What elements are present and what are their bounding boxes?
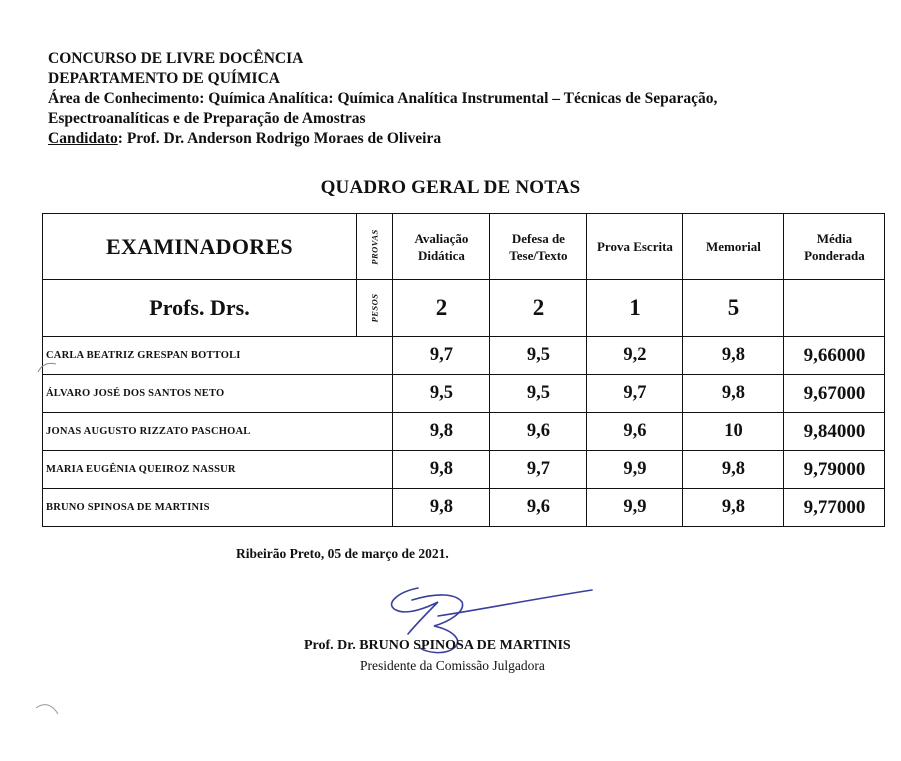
knowledge-area-line2: Espectroanalíticas e de Preparação de Amostras — [48, 110, 366, 127]
score-media: 9,79000 — [784, 451, 885, 489]
score-memorial: 9,8 — [683, 375, 784, 413]
score-defesa: 9,7 — [490, 451, 587, 489]
stray-mark-icon — [36, 360, 58, 376]
examiner-name: ÁLVARO JOSÉ DOS SANTOS NETO — [43, 375, 393, 413]
score-avaliacao: 9,8 — [393, 413, 490, 451]
examiner-name: MARIA EUGÊNIA QUEIROZ NASSUR — [43, 451, 393, 489]
score-avaliacao: 9,5 — [393, 375, 490, 413]
header-row — [43, 214, 885, 280]
score-media: 9,67000 — [784, 375, 885, 413]
weight-prova: 1 — [587, 280, 683, 337]
score-media: 9,66000 — [784, 337, 885, 375]
col-avaliacao-didatica: Avaliação Didática — [393, 214, 490, 280]
col-prova-escrita: Prova Escrita — [587, 214, 683, 280]
grades-table — [42, 213, 885, 527]
score-defesa: 9,6 — [490, 489, 587, 527]
score-memorial: 9,8 — [683, 337, 784, 375]
table-row — [43, 413, 885, 451]
profs-label: Profs. Drs. — [43, 280, 357, 337]
score-prova: 9,9 — [587, 451, 683, 489]
date-location: Ribeirão Preto, 05 de março de 2021. — [236, 546, 449, 561]
score-defesa: 9,5 — [490, 375, 587, 413]
col-defesa-tese: Defesa de Tese/Texto — [490, 214, 587, 280]
signer-name: Prof. Dr. BRUNO SPINOSA DE MARTINIS — [304, 638, 571, 653]
score-prova: 9,7 — [587, 375, 683, 413]
score-memorial: 9,8 — [683, 489, 784, 527]
weight-media-empty — [784, 280, 885, 337]
col-media-ponderada: Média Ponderada — [784, 214, 885, 280]
table-row — [43, 451, 885, 489]
table-row — [43, 375, 885, 413]
candidate-line — [48, 129, 717, 149]
table-row — [43, 489, 885, 527]
candidate-separator: : — [117, 130, 127, 147]
score-prova: 9,9 — [587, 489, 683, 527]
examiners-header: EXAMINADORES — [43, 214, 357, 280]
table-row — [43, 337, 885, 375]
score-memorial: 9,8 — [683, 451, 784, 489]
weight-defesa: 2 — [490, 280, 587, 337]
score-media: 9,84000 — [784, 413, 885, 451]
examiner-name: JONAS AUGUSTO RIZZATO PASCHOAL — [43, 413, 393, 451]
knowledge-area-line1: Área de Conhecimento: Química Analítica: Química Analítica Instrumental – Técnicas de Separação, — [48, 90, 718, 107]
score-defesa: 9,5 — [490, 337, 587, 375]
examiner-name: BRUNO SPINOSA DE MARTINIS — [43, 489, 393, 527]
department-name: DEPARTAMENTO DE QUÍMICA — [48, 70, 280, 87]
col-memorial: Memorial — [683, 214, 784, 280]
candidate-name: Prof. Dr. Anderson Rodrigo Moraes de Oliveira — [126, 130, 442, 147]
score-defesa: 9,6 — [490, 413, 587, 451]
weight-avaliacao: 2 — [393, 280, 490, 337]
score-prova: 9,6 — [587, 413, 683, 451]
document-header — [48, 49, 717, 149]
score-avaliacao: 9,8 — [393, 451, 490, 489]
score-avaliacao: 9,8 — [393, 489, 490, 527]
stray-mark-icon — [34, 700, 60, 720]
weights-row — [43, 280, 885, 337]
provas-label: PROVAS — [357, 214, 393, 280]
weight-memorial: 5 — [683, 280, 784, 337]
examiner-name: CARLA BEATRIZ GRESPAN BOTTOLI — [43, 337, 393, 375]
score-memorial: 10 — [683, 413, 784, 451]
candidate-label: Candidato — [48, 130, 118, 147]
score-avaliacao: 9,7 — [393, 337, 490, 375]
pesos-label: PESOS — [357, 280, 393, 337]
contest-title: CONCURSO DE LIVRE DOCÊNCIA — [48, 50, 304, 67]
signer-role: Presidente da Comissão Julgadora — [360, 658, 545, 673]
table-title: QUADRO GERAL DE NOTAS — [320, 177, 581, 198]
score-prova: 9,2 — [587, 337, 683, 375]
score-media: 9,77000 — [784, 489, 885, 527]
